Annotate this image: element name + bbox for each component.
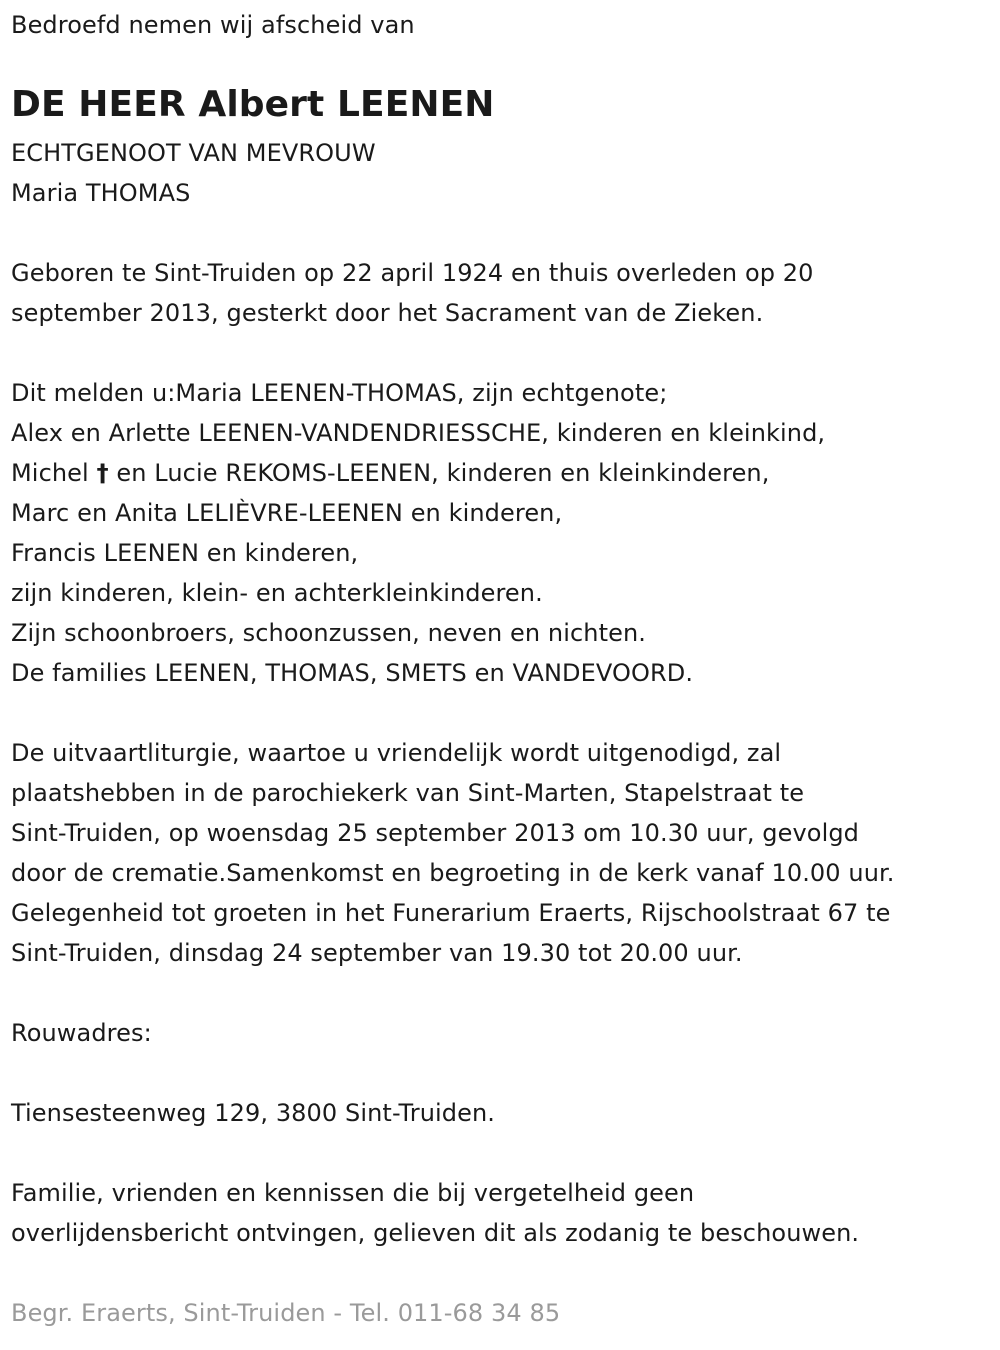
announcement-line: Alex en Arlette LEENEN-VANDENDRIESSCHE, kinderen en kleinkind, [11,419,826,447]
birth-death-line: Geboren te Sint-Truiden op 22 april 1924 en thuis overleden op 20 [11,259,814,287]
funeral-line: Sint-Truiden, op woensdag 25 september 2013 om 10.30 uur, gevolgd [11,819,859,847]
announcement-text: en Lucie REKOMS-LEENEN, kinderen en kleinkinderen, [116,459,770,487]
announcement-line: De families LEENEN, THOMAS, SMETS en VANDEVOORD. [11,659,694,687]
intro-text: Bedroefd nemen wij afscheid van [11,11,415,39]
spouse-name: Maria THOMAS [11,179,191,207]
announcement-line: Dit melden u:Maria LEENEN-THOMAS, zijn echtgenote; [11,379,668,407]
announcement-line [11,453,769,493]
birth-death-line: september 2013, gesterkt door het Sacrament van de Zieken. [11,299,764,327]
deceased-name: DE HEER Albert LEENEN [11,84,495,125]
funeral-line: door de crematie.Samenkomst en begroeting in de kerk vanaf 10.00 uur. [11,859,895,887]
funeral-line: plaatshebben in de parochiekerk van Sint-Marten, Stapelstraat te [11,779,805,807]
mourning-address-label: Rouwadres: [11,1019,152,1047]
announcement-line: Francis LEENEN en kinderen, [11,539,359,567]
announcement-name: Michel [11,459,89,487]
funeral-line: Gelegenheid tot groeten in het Funerarium Eraerts, Rijschoolstraat 67 te [11,899,891,927]
spouse-label: ECHTGENOOT VAN MEVROUW [11,139,376,167]
funeral-line: De uitvaartliturgie, waartoe u vriendelijk wordt uitgenodigd, zal [11,739,782,767]
closing-line: overlijdensbericht ontvingen, gelieven dit als zodanig te beschouwen. [11,1219,860,1247]
announcement-line: Marc en Anita LELIÈVRE-LEENEN en kinderen, [11,499,563,527]
closing-line: Familie, vrienden en kennissen die bij vergetelheid geen [11,1179,695,1207]
cross-icon: † [96,459,109,487]
announcement-line: Zijn schoonbroers, schoonzussen, neven en nichten. [11,619,646,647]
announcement-line: zijn kinderen, klein- en achterkleinkinderen. [11,579,543,607]
mourning-address: Tiensesteenweg 129, 3800 Sint-Truiden. [11,1099,496,1127]
funeral-home-footer: Begr. Eraerts, Sint-Truiden - Tel. 011-68 34 85 [11,1299,561,1327]
funeral-line: Sint-Truiden, dinsdag 24 september van 19.30 tot 20.00 uur. [11,939,743,967]
